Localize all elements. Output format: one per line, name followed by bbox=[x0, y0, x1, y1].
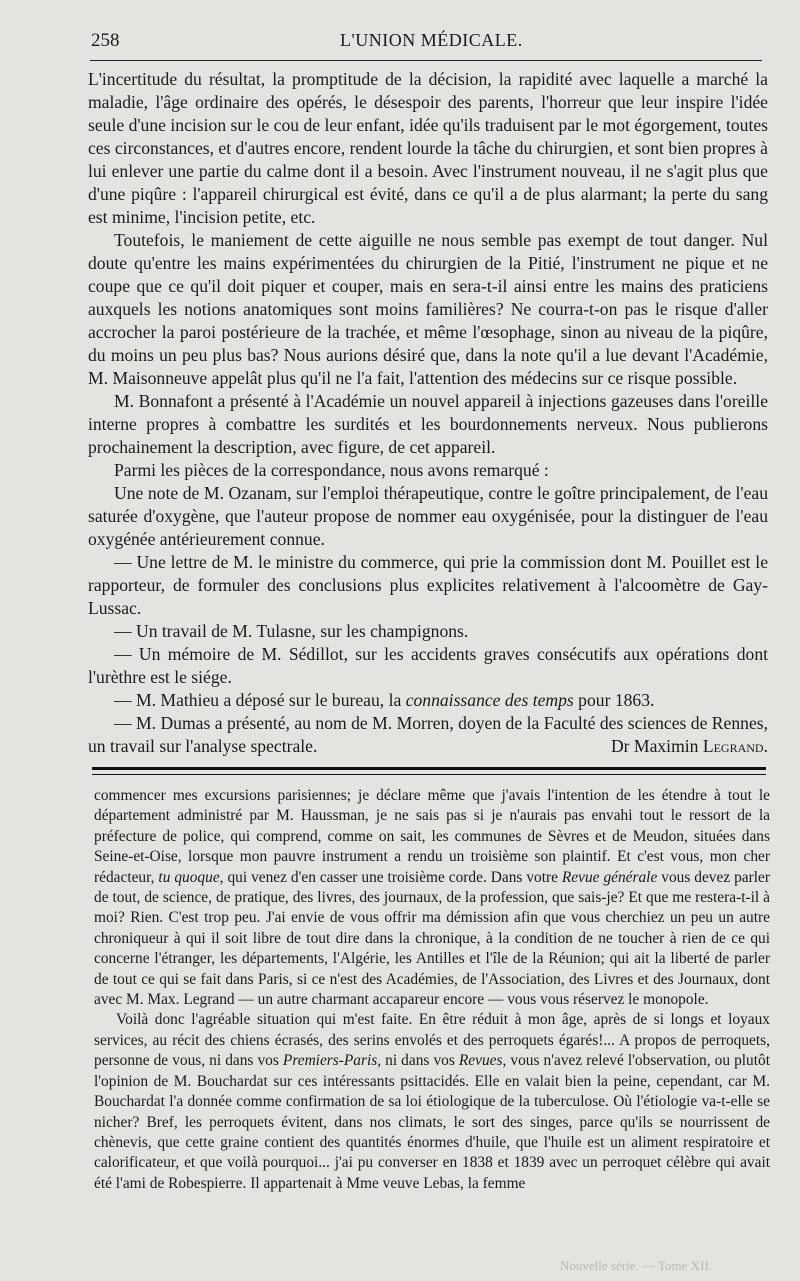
mathieu-italic-title: connaissance des temps bbox=[405, 690, 574, 710]
paragraph-toutefois: Toutefois, le maniement de cette aiguille ne nous semble pas exempt de tout danger. Nul doute qu'entre les mains expérimentées du chirurgien de la Pitié, l'instrument ne pique et ne coupe que ce qu'il doit piquer et couper, mais en sera-t-il ainsi entre les mains des praticiens auxquels les notions anatomiques sont moins familières? Ne courra-t-on pas le risque d'aller accrocher la paroi postérieure de la trachée, et même l'œsophage, sinon au niveau de la piqûre, du moins un peu plus bas? Nous aurions désiré que, dans la note qu'il a lue devant l'Académie, M. Maisonneuve appelât plus qu'il ne l'a fait, l'attention des médecins sur ce risque possible. bbox=[88, 230, 768, 388]
signature-prefix: Dr Maximin bbox=[610, 736, 703, 756]
italic-revues: Revues bbox=[458, 1052, 503, 1070]
feuilleton-text: , qui venez d'en casser une troisième corde. Dans votre bbox=[219, 868, 562, 886]
bleed-through-footer: Nouvelle série. — Tome XII. bbox=[560, 1258, 712, 1273]
feuilleton-text: , vous n'avez relevé l'observation, ou plutôt l'opinion de M. Bouchardat sur ces intéressants psittacidés. Elle en valait bien la peine, cependant, car M. Bouchardat l'a donnée comme confirmation de sa loi étiologique de la tuberculose. Où l'étiologie va-t-elle se nicher? Bref, les perroquets évitent, dans nos climats, le sort des singes, parce qu'ils se nourrissent de chènevis, que cette graine contient des quantités énormes d'huile, que l'huile est un aliment respiratoire et calorificateur, et que voilà pourquoi... j'ai pu converser en 1838 et 1839 avec un perroquet célèbre qui avait été l'ami de Robespierre. Il appartenait à Mme veuve Lebas, la femme bbox=[94, 1052, 771, 1192]
italic-tu-quoque: tu quoque bbox=[158, 868, 220, 886]
running-title: L'UNION MÉDICALE. bbox=[340, 30, 523, 50]
dumas-text: — M. Dumas a présenté, au nom de M. Morren, doyen de la Faculté des sciences de Rennes, un travail sur l'analyse spectrale. bbox=[88, 713, 768, 756]
header-rule bbox=[90, 60, 762, 61]
feuilleton-text: Voilà donc l'agréable situation qui m'est faite. En être réduit à mon âge, après de si longs et loyaux services, au récit des chiens écrasés, des serins envolés et des perroquets égarés!... A propos de perroquets, personne de vous, ni dans vos bbox=[94, 1011, 770, 1070]
signature-surname: Legrand. bbox=[702, 736, 768, 756]
italic-revue-generale: Revue générale bbox=[561, 868, 658, 886]
feuilleton-section bbox=[94, 786, 770, 1194]
paragraph-correspondance: Parmi les pièces de la correspondance, nous avons remarqué : bbox=[114, 460, 549, 480]
paragraph-tulasne: — Un travail de M. Tulasne, sur les champignons. bbox=[114, 621, 469, 641]
paragraph-sedillot: — Un mémoire de M. Sédillot, sur les accidents graves consécutifs aux opérations dont l'urèthre est le siége. bbox=[88, 644, 768, 687]
section-separator-thin bbox=[92, 774, 766, 775]
italic-premiers-paris: Premiers-Paris bbox=[282, 1052, 378, 1070]
paragraph-bonnafont: M. Bonnafont a présenté à l'Académie un nouvel appareil à injections gazeuses dans l'oreille interne propres à combattre les surdités et les bourdonnements nerveux. Nous publierons prochainement la description, avec figure, de cet appareil. bbox=[88, 391, 768, 457]
page-number: 258 bbox=[91, 30, 120, 51]
academy-report-section bbox=[88, 68, 768, 758]
paragraph-incertitude: L'incertitude du résultat, la promptitude de la décision, la rapidité avec laquelle a marché la maladie, l'âge ordinaire des opérés, le désespoir des parents, l'horreur que leur inspire l'idée seule d'une incision sur le cou de leur enfant, idée qu'ils traduisent par le mot égorgement, toutes ces circonstances, et d'autres encore, rendent lourde la tâche du chirurgien, et sont bien propres à lui enlever une partie du calme dont il a besoin. Avec l'instrument nouveau, il ne s'agit plus que d'une piqûre : l'appareil chirurgical est évité, dans ce qu'il a de plus alarmant; la perte du sang est minime, l'incision petite, etc. bbox=[88, 69, 768, 227]
paragraph-mathieu bbox=[88, 689, 768, 712]
feuilleton-paragraph-2 bbox=[94, 1010, 770, 1194]
paragraph-dumas bbox=[88, 712, 768, 758]
feuilleton-text: commencer mes excursions parisiennes; je déclare même que j'avais l'intention de les étendre à tout le département administré par M. Haussman, je ne sais pas si je n'aurais pas envahi tout le ressort de la préfecture de police, qui comprend, comme on sait, les communes de Sèvres et de Meudon, situées dans Seine-et-Oise, lorsque mon pauvre instrument a rendu un troisième son plaintif. Et c'est vous, mon cher rédacteur, bbox=[94, 787, 770, 886]
section-separator-thick bbox=[92, 767, 766, 770]
feuilleton-paragraph-1 bbox=[94, 786, 770, 1010]
feuilleton-text: vous devez parler de tout, de science, de pratique, des livres, des journaux, de la profession, que sais-je? Et que me restera-t-il à moi? Rien. C'est trop peu. J'ai envie de vous offrir ma démission afin que vous cherchiez un peu un autre chroniqueur à qui il soit libre de tout dire dans la chronique, à la condition de ne toucher à rien de ce qui concerne l'étranger, les départements, l'Algérie, les Antilles et l'île de la Réunion; qui ait la liberté de parler de tout ce qui se fait dans Paris, si ce n'est des Académies, de l'Association, des Livres et des Journaux, dont avec M. Max. Legrand — un autre charmant accapareur encore — vous vous réservez le monopole. bbox=[94, 868, 770, 1009]
paragraph-ozanam: Une note de M. Ozanam, sur l'emploi thérapeutique, contre le goître principalement, de l'eau saturée d'oxygène, que l'auteur propose de nommer eau oxygénisée, pour la distinguer de l'eau oxygénée antérieurement connue. bbox=[88, 483, 768, 549]
feuilleton-text: , ni dans vos bbox=[377, 1052, 459, 1070]
mathieu-text-before: — M. Mathieu a déposé sur le bureau, la bbox=[114, 690, 406, 710]
paragraph-ministre: — Une lettre de M. le ministre du commerce, qui prie la commission dont M. Pouillet est le rapporteur, de formuler des conclusions plus explicites relativement à l'alcoomètre de Gay-Lussac. bbox=[88, 552, 768, 618]
author-signature bbox=[585, 735, 768, 758]
page-header bbox=[88, 30, 760, 60]
mathieu-text-after: pour 1863. bbox=[573, 690, 655, 710]
